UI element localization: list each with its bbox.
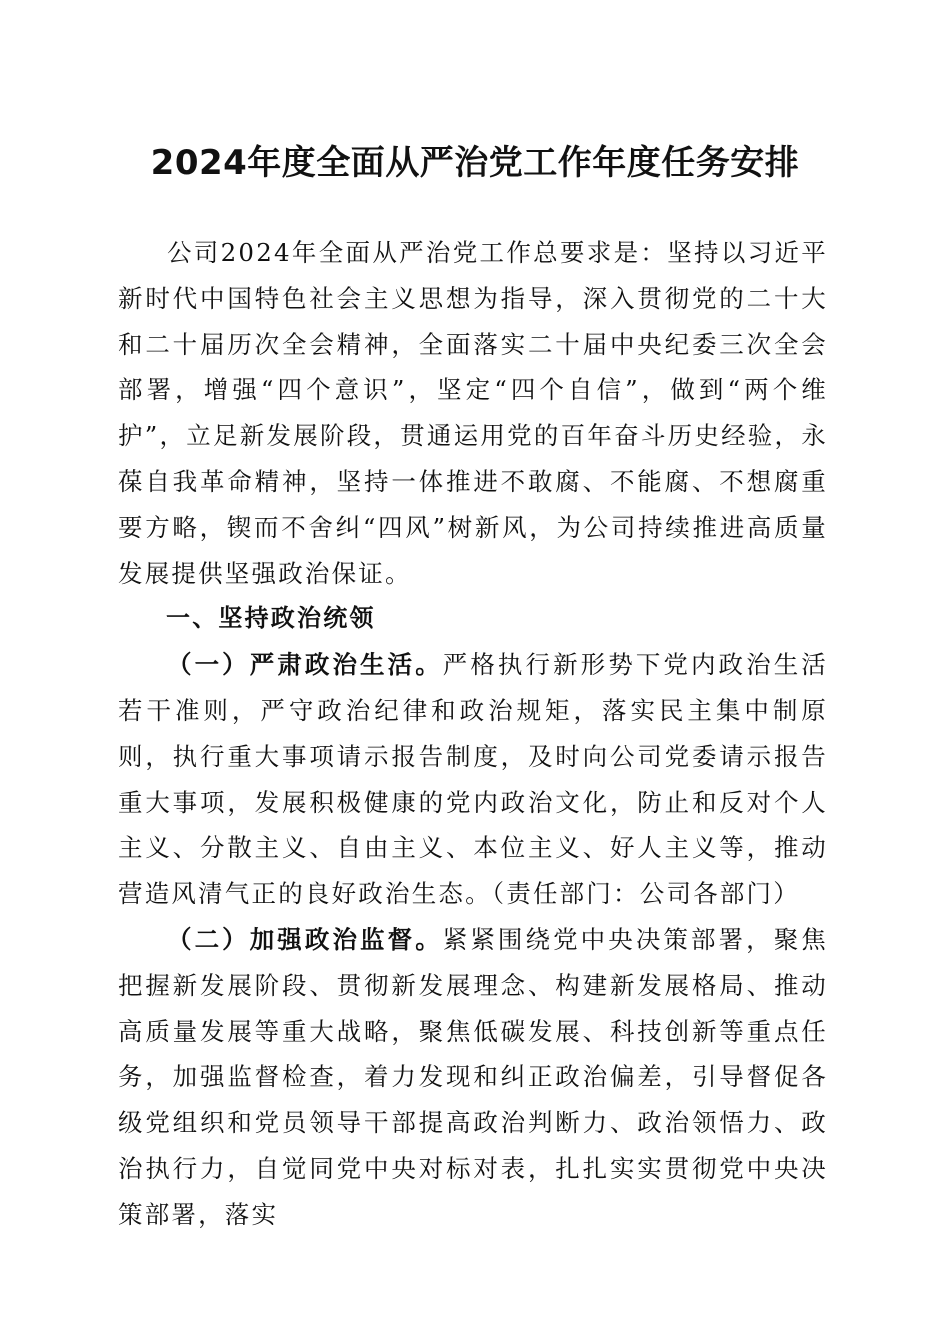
paragraph-item-2: [118, 917, 828, 1238]
document-title: 2024年度全面从严治党工作年度任务安排: [150, 143, 800, 183]
item-heading: （二）加强政治监督。: [167, 924, 443, 954]
item-text: 严格执行新形势下党内政治生活若干准则，严守政治纪律和政治规矩，落实民主集中制原则，执行重大事项请示报告制度，及时向公司党委请示报告重大事项，发展积极健康的党内政治文化，防止和反对个人主义、分散主义、自由主义、本位主义、好人主义等，推动营造风清气正的良好政治生态。（责任部门：公司各部门）: [118, 650, 828, 909]
item-text: 紧紧围绕党中央决策部署，聚焦把握新发展阶段、贯彻新发展理念、构建新发展格局、推动高质量发展等重大战略，聚焦低碳发展、科技创新等重点任务，加强监督检查，着力发现和纠正政治偏差，引导督促各级党组织和党员领导干部提高政治判断力、政治领悟力、政治执行力，自觉同党中央对标对表，扎扎实实贯彻党中央决策部署，落实: [118, 924, 828, 1229]
item-heading: （一）严肃政治生活。: [167, 650, 443, 680]
section-heading: 一、坚持政治统领: [166, 604, 376, 633]
document-body: [118, 230, 828, 1238]
intro-paragraph: 公司2024年全面从严治党工作总要求是：坚持以习近平新时代中国特色社会主义思想为指导，深入贯彻党的二十大和二十届历次全会精神，全面落实二十届中央纪委三次全会部署，增强“四个意识”，坚定“四个自信”，做到“两个维护”，立足新发展阶段，贯通运用党的百年奋斗历史经验，永葆自我革命精神，坚持一体推进不敢腐、不能腐、不想腐重要方略，锲而不舍纠“四风”树新风，为公司持续推进高质量发展提供坚强政治保证。: [118, 238, 828, 588]
paragraph-item-1: [118, 642, 828, 917]
